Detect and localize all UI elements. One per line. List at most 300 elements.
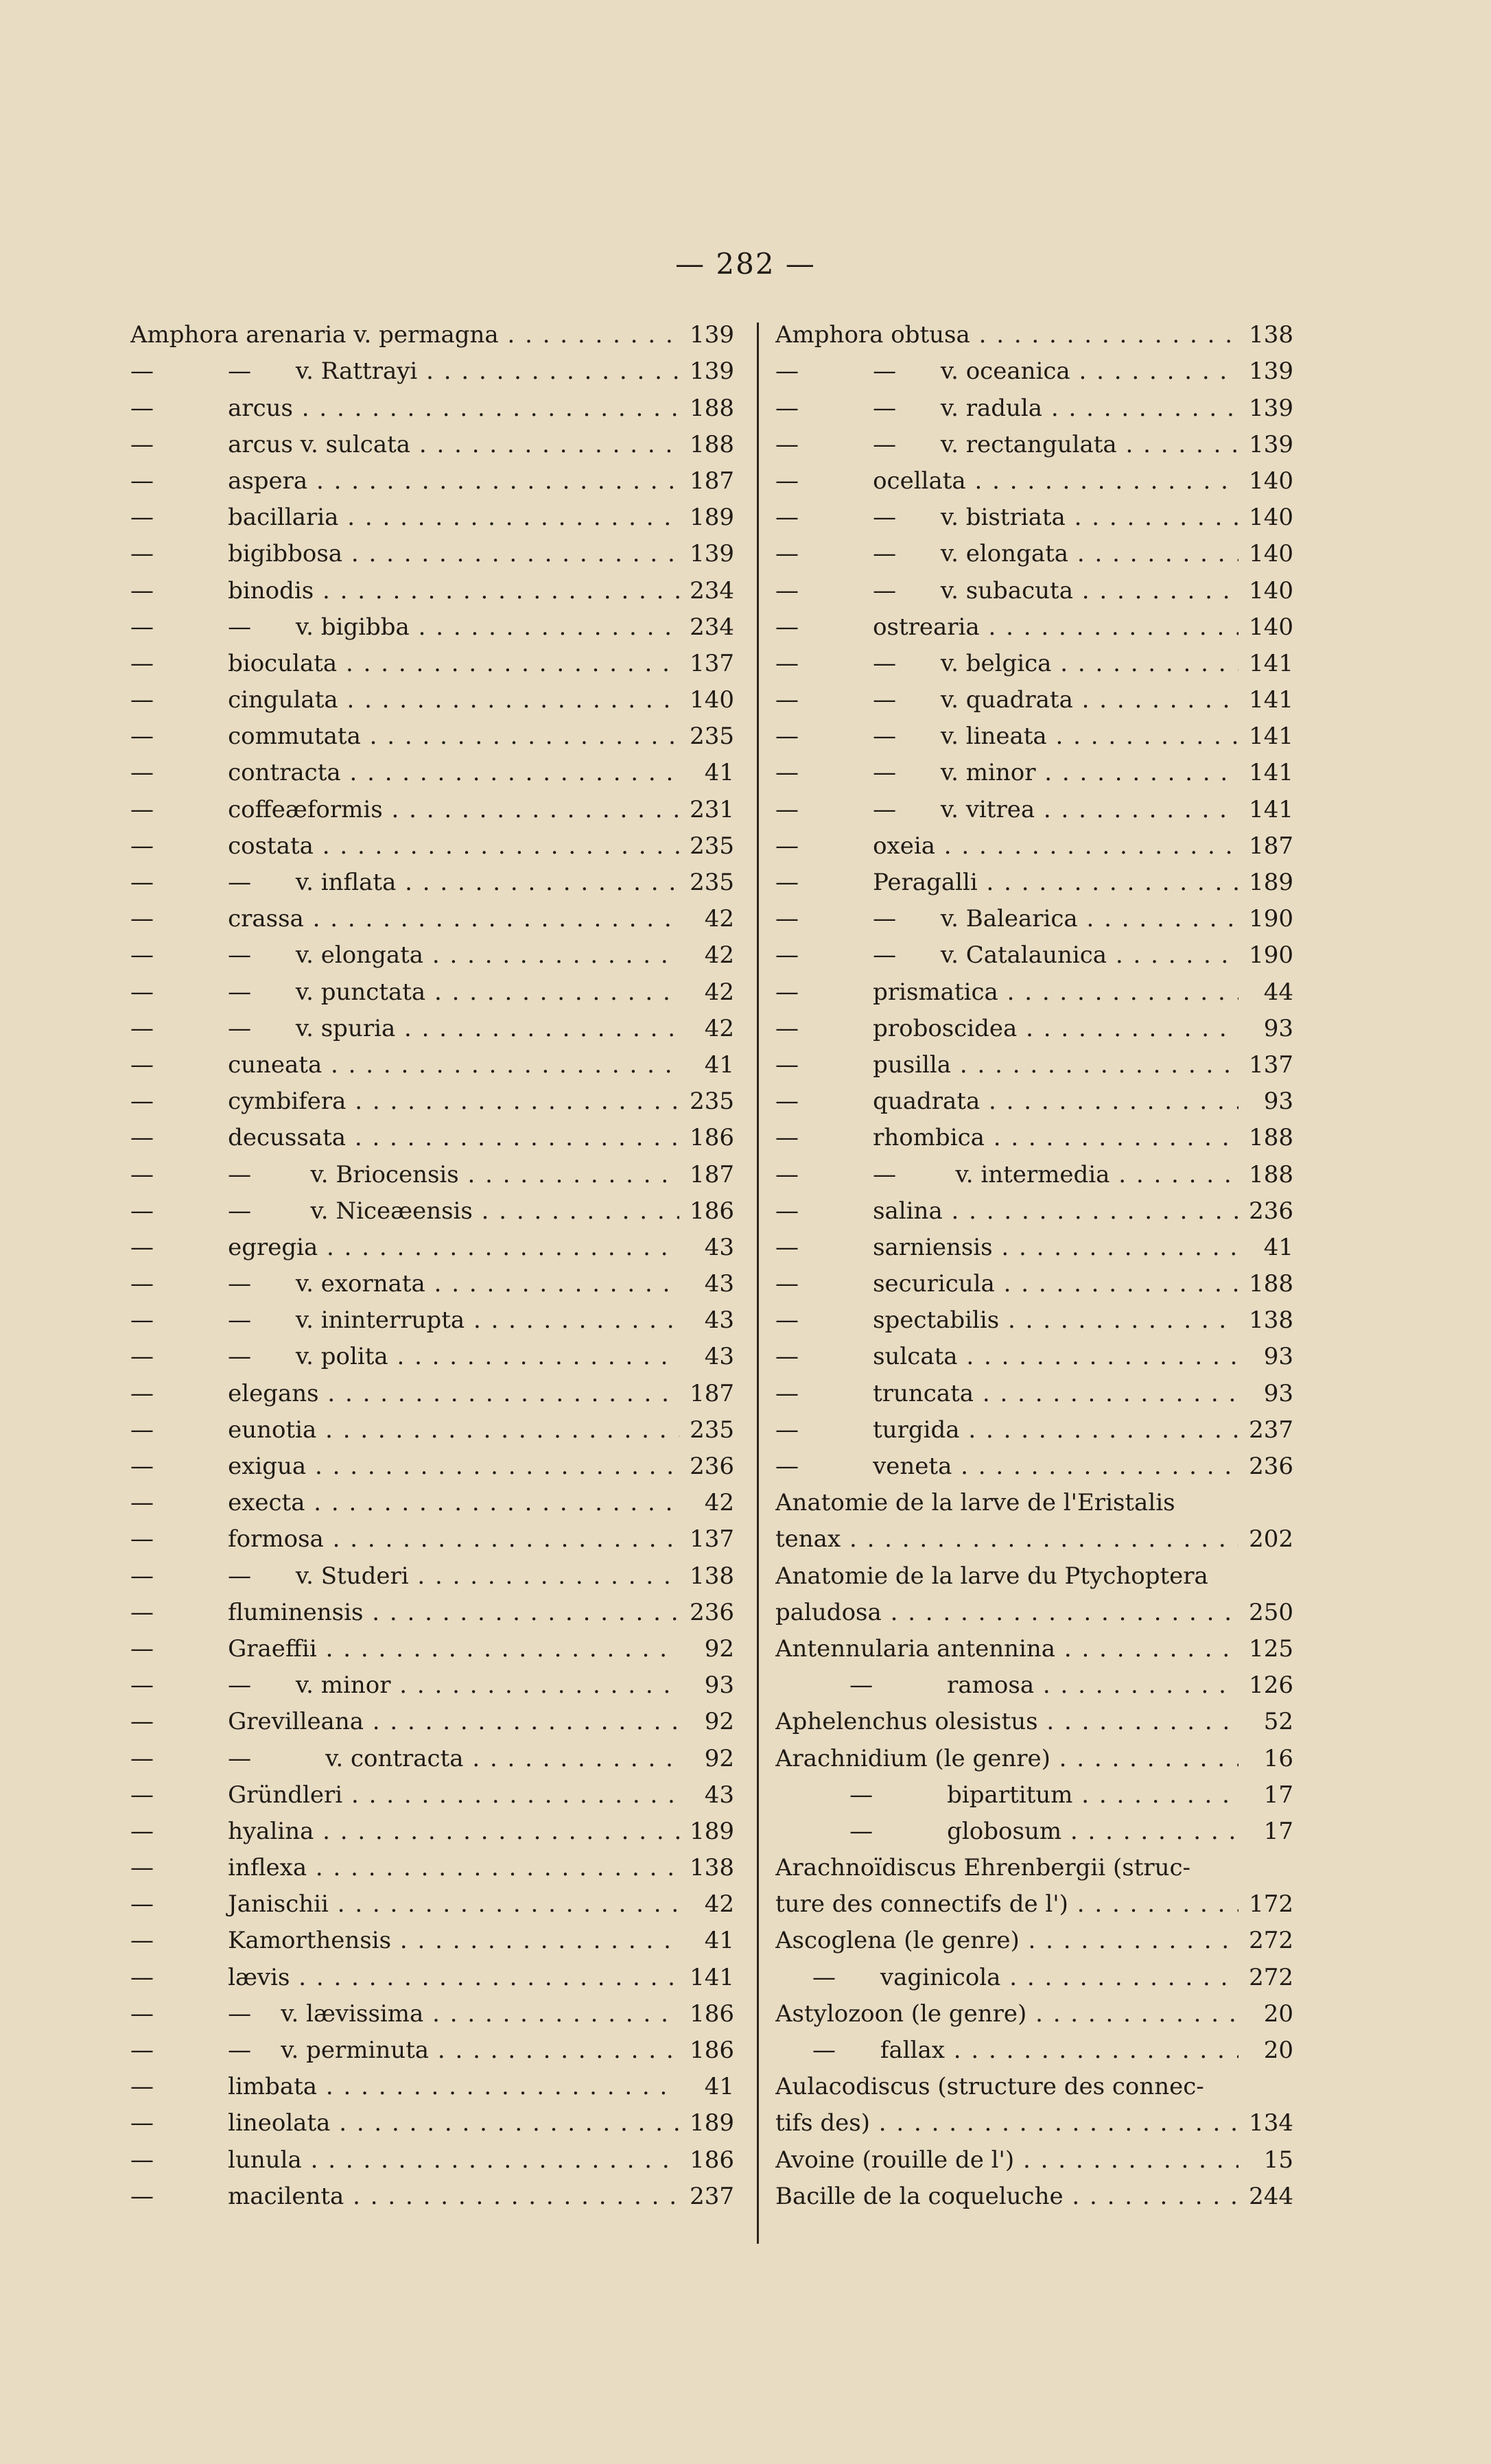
- entry-page-number: 188: [690, 430, 734, 458]
- entry-page-number: 42: [704, 941, 734, 970]
- entry-page-number: 41: [1263, 1233, 1293, 1261]
- index-entry: [130, 860, 734, 896]
- entry-term: — — v. lineata . . .: [775, 723, 1238, 750]
- page-number: — 282 —: [675, 247, 816, 281]
- entry-term: tenax . . .: [775, 1525, 1238, 1553]
- index-entry: [130, 1516, 734, 1553]
- entry-term: — decussata . . .: [130, 1124, 679, 1151]
- entry-term: Amphora arenaria v. permagna . . .: [130, 321, 679, 349]
- entry-term: — — v. Niceæensis . . .: [130, 1197, 679, 1225]
- entry-term: — commutata . . .: [130, 723, 679, 750]
- entry-page-number: 188: [1249, 1124, 1293, 1152]
- index-entry: [130, 1590, 734, 1626]
- entry-term: — macilenta . . .: [130, 2183, 679, 2210]
- entry-term: — — v. spuria . . .: [130, 1015, 679, 1042]
- entry-page-number: 189: [690, 1817, 734, 1845]
- entry-page-number: 42: [704, 1014, 734, 1042]
- index-entry: [130, 1663, 734, 1699]
- index-entry: [130, 1772, 734, 1809]
- entry-term: tifs des) . . .: [775, 2109, 1238, 2137]
- entry-page-number: 188: [690, 394, 734, 422]
- index-entry: [130, 1042, 734, 1079]
- entry-term: — — v. oceanica . . .: [775, 357, 1238, 385]
- index-entry: [775, 1370, 1293, 1407]
- entry-term: — arcus . . .: [130, 395, 679, 422]
- entry-term: Antennularia antennina . . .: [775, 1635, 1238, 1663]
- entry-term: — limbata . . .: [130, 2073, 679, 2100]
- entry-page-number: 190: [1249, 941, 1293, 970]
- entry-page-number: 138: [1249, 1306, 1293, 1335]
- index-entry: [130, 1444, 734, 1480]
- entry-term: Avoine (rouille de l') . . .: [775, 2146, 1238, 2174]
- entry-term: — — v. exornata . . .: [130, 1270, 679, 1298]
- entry-page-number: 139: [690, 540, 734, 568]
- entry-page-number: 186: [690, 1124, 734, 1152]
- entry-page-number: 237: [690, 2182, 734, 2210]
- index-entry: [775, 750, 1293, 786]
- entry-term: — — v. vitrea . . .: [775, 796, 1238, 823]
- entry-page-number: 140: [1249, 504, 1293, 532]
- entry-term: — elegans . . .: [130, 1380, 679, 1407]
- entry-term: Aphelenchus olesistus . . .: [775, 1708, 1238, 1735]
- index-entry: [775, 1407, 1293, 1444]
- entry-term: — fallax . . .: [775, 2037, 1238, 2064]
- entry-term: Astylozoon (le genre) . . .: [775, 2000, 1238, 2028]
- entry-page-number: 15: [1263, 2146, 1293, 2174]
- entry-term: — execta . . .: [130, 1489, 679, 1516]
- index-entry: [130, 1407, 734, 1444]
- entry-page-number: 140: [1249, 467, 1293, 495]
- index-entry: [130, 458, 734, 495]
- entry-page-number: 235: [690, 832, 734, 860]
- index-entry: [775, 605, 1293, 641]
- entry-term: — cuneata . . .: [130, 1051, 679, 1079]
- entry-page-number: 139: [690, 357, 734, 386]
- entry-term: Bacille de la coqueluche . . .: [775, 2183, 1238, 2210]
- entry-page-number: 187: [690, 1160, 734, 1188]
- entry-term: — Peragalli . . .: [775, 869, 1238, 896]
- entry-page-number: 138: [690, 1854, 734, 1882]
- entry-page-number: 43: [704, 1270, 734, 1298]
- entry-term: — veneta . . .: [775, 1453, 1238, 1480]
- index-entry: [775, 677, 1293, 714]
- entry-term: — inflexa . . .: [130, 1854, 679, 1881]
- index-entry: [775, 1261, 1293, 1298]
- index-column-right: [775, 312, 1293, 2210]
- entry-term: — spectabilis . . .: [775, 1306, 1238, 1334]
- entry-term: — — v. ininterrupta . . .: [130, 1306, 679, 1334]
- entry-term: — fluminensis . . .: [130, 1599, 679, 1626]
- entry-page-number: 235: [690, 869, 734, 896]
- index-entry: [775, 385, 1293, 421]
- entry-page-number: 16: [1263, 1744, 1293, 1772]
- entry-term: — Kamorthensis . . .: [130, 1927, 679, 1954]
- entry-term: ture des connectifs de l') . . .: [775, 1890, 1238, 1918]
- entry-term: — — v. minor . . .: [130, 1671, 679, 1699]
- column-divider: [757, 322, 759, 2244]
- entry-page-number: 237: [1249, 1416, 1293, 1444]
- index-entry: [130, 2028, 734, 2064]
- entry-term: — — v. belgica . . .: [775, 650, 1238, 677]
- index-entry: [130, 2174, 734, 2210]
- entry-term: — — v. Studeri . . .: [130, 1562, 679, 1590]
- entry-page-number: 189: [690, 2109, 734, 2137]
- entry-page-number: 235: [690, 1088, 734, 1116]
- index-entry: [775, 1845, 1293, 1881]
- entry-term: — bioculata . . .: [130, 650, 679, 677]
- entry-page-number: 139: [1249, 394, 1293, 422]
- index-entry: [130, 1735, 734, 1772]
- entry-term: — — v. lævissima . . .: [130, 2000, 679, 2028]
- index-entry: [130, 1188, 734, 1225]
- index-entry: [130, 823, 734, 860]
- index-entry: [775, 312, 1293, 349]
- entry-page-number: 187: [1249, 832, 1293, 860]
- entry-term: — — v. Balearica . . .: [775, 905, 1238, 932]
- index-entry: [775, 567, 1293, 604]
- index-entry: [130, 385, 734, 421]
- index-entry: [775, 1735, 1293, 1772]
- entry-term: — proboscidea . . .: [775, 1015, 1238, 1042]
- index-entry: [130, 495, 734, 531]
- entry-page-number: 244: [1249, 2182, 1293, 2210]
- entry-term: — — v. polita . . .: [130, 1343, 679, 1370]
- index-entry: [130, 714, 734, 750]
- entry-page-number: 93: [704, 1671, 734, 1700]
- index-entry: [775, 969, 1293, 1005]
- entry-page-number: 187: [690, 1379, 734, 1407]
- index-entry: [130, 1298, 734, 1334]
- entry-page-number: 272: [1249, 1963, 1293, 1991]
- entry-term: — ramosa . . .: [775, 1671, 1238, 1699]
- entry-page-number: 272: [1249, 1927, 1293, 1955]
- entry-term: Anatomie de la larve de l'Eristalis: [775, 1489, 1175, 1517]
- entry-term: — exigua . . .: [130, 1453, 679, 1480]
- entry-page-number: 126: [1249, 1671, 1293, 1700]
- index-entry: [775, 786, 1293, 823]
- index-entry: [130, 605, 734, 641]
- index-entry: [775, 1590, 1293, 1626]
- entry-page-number: 41: [704, 1927, 734, 1955]
- entry-page-number: 137: [690, 1525, 734, 1553]
- index-entry: [130, 1881, 734, 1918]
- index-entry: [775, 1225, 1293, 1261]
- entry-term: — — v. inflata . . .: [130, 869, 679, 896]
- entry-term: — lunula . . .: [130, 2146, 679, 2174]
- index-entry: [775, 458, 1293, 495]
- index-entry: [775, 714, 1293, 750]
- entry-page-number: 125: [1249, 1634, 1293, 1663]
- index-entry: [775, 2028, 1293, 2064]
- index-entry: [130, 1918, 734, 1954]
- index-entry: [130, 1809, 734, 1845]
- entry-page-number: 190: [1249, 905, 1293, 933]
- entry-page-number: 17: [1263, 1817, 1293, 1845]
- index-entry: [775, 860, 1293, 896]
- entry-page-number: 93: [1263, 1343, 1293, 1371]
- entry-page-number: 188: [1249, 1270, 1293, 1298]
- entry-term: — eunotia . . .: [130, 1416, 679, 1444]
- entry-page-number: 141: [1249, 795, 1293, 823]
- entry-page-number: 43: [704, 1233, 734, 1261]
- entry-page-number: 43: [704, 1343, 734, 1371]
- index-entry: [130, 1261, 734, 1298]
- index-entry: [130, 567, 734, 604]
- index-entry: [775, 1809, 1293, 1845]
- entry-term: — salina . . .: [775, 1197, 1238, 1225]
- entry-page-number: 141: [1249, 759, 1293, 787]
- entry-page-number: 186: [690, 2037, 734, 2064]
- entry-page-number: 140: [1249, 613, 1293, 641]
- index-entry: [775, 1444, 1293, 1480]
- index-entry: [775, 1006, 1293, 1042]
- entry-page-number: 140: [1249, 576, 1293, 605]
- index-column-left: [130, 312, 734, 2210]
- entry-term: — — v. radula . . .: [775, 395, 1238, 422]
- index-entry: [130, 969, 734, 1005]
- entry-page-number: 138: [690, 1562, 734, 1590]
- entry-term: — ocellata . . .: [775, 467, 1238, 495]
- index-entry: [130, 1370, 734, 1407]
- entry-page-number: 139: [690, 321, 734, 349]
- entry-term: — — v. Catalaunica . . .: [775, 941, 1238, 969]
- entry-page-number: 186: [690, 2146, 734, 2174]
- entry-term: — binodis . . .: [130, 577, 679, 605]
- entry-page-number: 42: [704, 978, 734, 1006]
- entry-page-number: 139: [1249, 357, 1293, 386]
- index-entry: [775, 1042, 1293, 1079]
- entry-term: — — v. punctata . . .: [130, 978, 679, 1006]
- index-entry: [775, 1553, 1293, 1589]
- index-entry: [130, 932, 734, 969]
- entry-page-number: 92: [704, 1744, 734, 1772]
- index-entry: [775, 2064, 1293, 2100]
- entry-page-number: 189: [1249, 869, 1293, 896]
- entry-page-number: 41: [704, 1051, 734, 1079]
- index-entry: [130, 422, 734, 458]
- entry-page-number: 186: [690, 1999, 734, 2028]
- entry-term: — truncata . . .: [775, 1380, 1238, 1407]
- index-entry: [775, 1115, 1293, 1151]
- entry-term: — formosa . . .: [130, 1525, 679, 1553]
- entry-page-number: 52: [1263, 1708, 1293, 1736]
- entry-page-number: 202: [1249, 1525, 1293, 1553]
- index-entry: [130, 312, 734, 349]
- entry-page-number: 141: [1249, 649, 1293, 677]
- index-entry: [775, 1954, 1293, 1991]
- entry-term: — cymbifera . . .: [130, 1088, 679, 1115]
- index-entry: [130, 1991, 734, 2028]
- entry-page-number: 42: [704, 1489, 734, 1517]
- entry-page-number: 172: [1249, 1890, 1293, 1919]
- index-entry: [775, 1626, 1293, 1663]
- entry-page-number: 41: [704, 759, 734, 787]
- entry-term: — cingulata . . .: [130, 686, 679, 714]
- index-entry: [775, 1772, 1293, 1809]
- entry-page-number: 189: [690, 504, 734, 532]
- index-entry: [130, 531, 734, 567]
- index-entry: [775, 349, 1293, 385]
- index-entry: [775, 1298, 1293, 1334]
- index-entry: [130, 750, 734, 786]
- entry-term: — rhombica . . .: [775, 1124, 1238, 1151]
- entry-page-number: 141: [690, 1963, 734, 1991]
- index-entry: [130, 1699, 734, 1735]
- index-entry: [775, 896, 1293, 932]
- entry-page-number: 140: [690, 686, 734, 714]
- entry-term: — lineolata . . .: [130, 2109, 679, 2137]
- entry-page-number: 139: [1249, 430, 1293, 458]
- entry-term: Aulacodiscus (structure des connec-: [775, 2073, 1204, 2101]
- entry-page-number: 42: [704, 1890, 734, 1919]
- index-entry: [130, 1334, 734, 1370]
- index-entry: [775, 531, 1293, 567]
- entry-page-number: 236: [1249, 1197, 1293, 1225]
- index-entry: [775, 1480, 1293, 1516]
- entry-term: Arachnoïdiscus Ehrenbergii (struc-: [775, 1854, 1191, 1882]
- entry-page-number: 41: [704, 2073, 734, 2101]
- entry-term: — sulcata . . .: [775, 1343, 1238, 1370]
- entry-term: Arachnidium (le genre) . . .: [775, 1745, 1238, 1772]
- entry-term: — — v. elongata . . .: [775, 540, 1238, 567]
- entry-page-number: 134: [1249, 2109, 1293, 2137]
- entry-page-number: 93: [1263, 1379, 1293, 1407]
- entry-term: — Gründleri . . .: [130, 1781, 679, 1809]
- entry-page-number: 17: [1263, 1781, 1293, 1809]
- entry-term: — bipartitum . . .: [775, 1781, 1238, 1809]
- entry-page-number: 43: [704, 1781, 734, 1809]
- entry-page-number: 93: [1263, 1014, 1293, 1042]
- entry-page-number: 141: [1249, 686, 1293, 714]
- entry-page-number: 43: [704, 1306, 734, 1335]
- entry-page-number: 250: [1249, 1598, 1293, 1626]
- entry-term: — securicula . . .: [775, 1270, 1238, 1298]
- index-entry: [775, 1079, 1293, 1115]
- entry-page-number: 138: [1249, 321, 1293, 349]
- entry-term: — crassa . . .: [130, 905, 679, 932]
- entry-term: — Graeffii . . .: [130, 1635, 679, 1663]
- entry-term: — Grevilleana . . .: [130, 1708, 679, 1735]
- entry-page-number: 93: [1263, 1088, 1293, 1116]
- entry-page-number: 188: [1249, 1160, 1293, 1188]
- entry-term: — sarniensis . . .: [775, 1234, 1238, 1261]
- entry-term: — — v. Rattrayi . . .: [130, 357, 679, 385]
- entry-term: — — v. Briocensis . . .: [130, 1161, 679, 1188]
- entry-term: — lævis . . .: [130, 1964, 679, 1991]
- entry-page-number: 236: [690, 1453, 734, 1480]
- entry-page-number: 234: [690, 576, 734, 605]
- index-entry: [775, 823, 1293, 860]
- index-entry: [130, 1553, 734, 1589]
- index-entry: [775, 422, 1293, 458]
- entry-page-number: 141: [1249, 723, 1293, 751]
- entry-page-number: 92: [704, 1634, 734, 1663]
- entry-term: — — v. perminuta . . .: [130, 2037, 679, 2064]
- entry-term: — costata . . .: [130, 832, 679, 860]
- entry-term: — aspera . . .: [130, 467, 679, 495]
- entry-term: — ostrearia . . .: [775, 613, 1238, 641]
- entry-page-number: 137: [690, 649, 734, 677]
- entry-page-number: 187: [690, 467, 734, 495]
- index-entry: [775, 1918, 1293, 1954]
- entry-page-number: 235: [690, 723, 734, 751]
- entry-term: — — v. bigibba . . .: [130, 613, 679, 641]
- entry-page-number: 42: [704, 905, 734, 933]
- index-entry: [130, 1626, 734, 1663]
- index-entry: [775, 1188, 1293, 1225]
- index-entry: [130, 2137, 734, 2173]
- entry-page-number: 92: [704, 1708, 734, 1736]
- entry-term: — — v. quadrata . . .: [775, 686, 1238, 714]
- entry-term: — — v. minor . . .: [775, 759, 1238, 786]
- entry-term: — globosum . . .: [775, 1818, 1238, 1845]
- index-entry: [130, 1225, 734, 1261]
- entry-term: — prismatica . . .: [775, 978, 1238, 1006]
- entry-term: — bigibbosa . . .: [130, 540, 679, 567]
- index-entry: [775, 2100, 1293, 2137]
- entry-term: Amphora obtusa . . .: [775, 321, 1238, 349]
- index-entry: [775, 1151, 1293, 1188]
- entry-term: Anatomie de la larve du Ptychoptera: [775, 1562, 1208, 1590]
- entry-page-number: 44: [1263, 978, 1293, 1006]
- index-entry: [130, 1006, 734, 1042]
- entry-term: — turgida . . .: [775, 1416, 1238, 1444]
- entry-term: — — v. subacuta . . .: [775, 577, 1238, 605]
- entry-term: — — v. bistriata . . .: [775, 504, 1238, 531]
- entry-page-number: 20: [1263, 1999, 1293, 2028]
- entry-page-number: 236: [690, 1598, 734, 1626]
- index-entry: [130, 1115, 734, 1151]
- entry-term: — contracta . . .: [130, 759, 679, 786]
- entry-term: — coffeæformis . . .: [130, 796, 679, 823]
- entry-page-number: 140: [1249, 540, 1293, 568]
- index-entry: [130, 786, 734, 823]
- entry-page-number: 234: [690, 613, 734, 641]
- entry-term: — egregia . . .: [130, 1234, 679, 1261]
- index-entry: [130, 1954, 734, 1991]
- index-entry: [775, 932, 1293, 969]
- index-entry: [775, 1663, 1293, 1699]
- entry-term: Ascoglena (le genre) . . .: [775, 1927, 1238, 1954]
- entry-page-number: 235: [690, 1416, 734, 1444]
- entry-term: — vaginicola . . .: [775, 1964, 1238, 1991]
- entry-term: — hyalina . . .: [130, 1818, 679, 1845]
- entry-term: — pusilla . . .: [775, 1051, 1238, 1079]
- index-entry: [775, 1881, 1293, 1918]
- index-entry: [775, 495, 1293, 531]
- index-entry: [130, 349, 734, 385]
- entry-term: — — v. contracta . . .: [130, 1745, 679, 1772]
- index-entry: [775, 641, 1293, 677]
- entry-term: — — v. elongata . . .: [130, 941, 679, 969]
- entry-page-number: 137: [1249, 1051, 1293, 1079]
- entry-page-number: 231: [690, 795, 734, 823]
- index-entry: [775, 2174, 1293, 2210]
- index-entry: [130, 2064, 734, 2100]
- index-entry: [130, 1480, 734, 1516]
- entry-term: — — v. rectangulata . . .: [775, 431, 1238, 458]
- entry-page-number: 20: [1263, 2037, 1293, 2064]
- index-entry: [130, 2100, 734, 2137]
- entry-term: — Janischii . . .: [130, 1890, 679, 1918]
- index-entry: [130, 677, 734, 714]
- entry-term: paludosa . . .: [775, 1599, 1238, 1626]
- entry-page-number: 236: [1249, 1453, 1293, 1480]
- index-entry: [775, 2137, 1293, 2173]
- index-entry: [130, 1079, 734, 1115]
- index-entry: [775, 1334, 1293, 1370]
- entry-term: — bacillaria . . .: [130, 504, 679, 531]
